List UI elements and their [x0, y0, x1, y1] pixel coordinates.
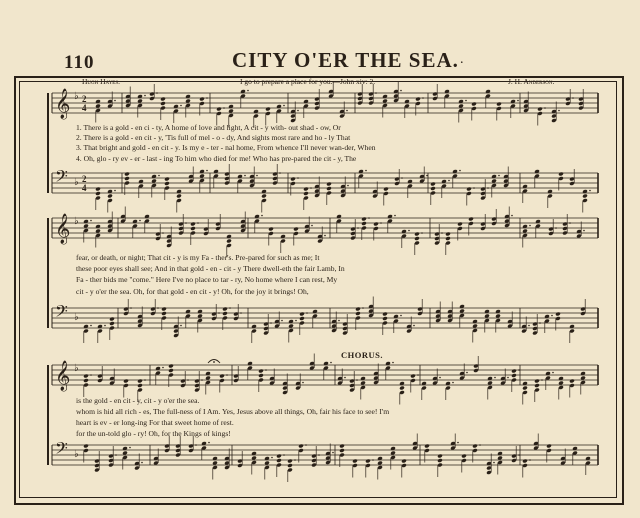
note-dot	[400, 315, 402, 317]
note-head	[582, 194, 588, 199]
note-dot	[479, 444, 481, 446]
note-head	[352, 459, 358, 464]
note-head	[461, 454, 467, 459]
note-head	[303, 187, 309, 192]
note-head	[445, 236, 451, 241]
note-dot	[589, 190, 591, 192]
note-head	[361, 217, 367, 222]
note-dot	[129, 447, 131, 449]
note-head	[226, 239, 232, 244]
system2-verse3: Fa - ther bids me "come." Here I've no place to tar - ry, No home where I can rest, My	[76, 275, 338, 284]
note-head	[382, 316, 388, 321]
note-head	[437, 454, 443, 459]
note-head	[546, 444, 552, 449]
note-dot	[104, 325, 106, 327]
note-dot	[114, 100, 116, 102]
flat-sign-icon: ♭	[74, 312, 79, 323]
note-head	[276, 458, 282, 463]
note-dot	[558, 110, 560, 112]
note-dot	[394, 215, 396, 217]
note-head	[373, 222, 379, 227]
note-head	[109, 317, 115, 322]
note-head	[168, 368, 174, 373]
note-head	[268, 227, 274, 232]
note-dot	[400, 90, 402, 92]
note-dot	[144, 379, 146, 381]
note-head	[258, 373, 264, 378]
note-dot	[552, 372, 554, 374]
note-dot	[279, 172, 281, 174]
note-dot	[271, 457, 273, 459]
note-dot	[539, 322, 541, 324]
note-dot	[158, 175, 160, 177]
note-head	[355, 311, 361, 316]
note-head	[216, 107, 222, 112]
note-head	[401, 459, 407, 464]
note-dot	[115, 454, 117, 456]
note-head	[466, 187, 472, 192]
note-dot	[544, 107, 546, 109]
note-head	[160, 97, 166, 102]
note-dot	[465, 100, 467, 102]
title-ornament: .	[460, 52, 464, 67]
note-head	[258, 369, 264, 374]
system1-verse3: 3. That bright and gold - en cit - y. Is my e - ter - nal home, From whence I'll never wan-der, When	[76, 143, 376, 152]
note-head	[414, 236, 420, 241]
note-dot	[551, 315, 553, 317]
note-dot	[441, 232, 443, 234]
note-dot	[332, 452, 334, 454]
note-dot	[206, 97, 208, 99]
note-dot	[498, 175, 500, 177]
note-dot	[310, 187, 312, 189]
note-head	[555, 312, 561, 317]
note-dot	[201, 379, 203, 381]
flat-sign-icon: ♭	[74, 91, 79, 102]
note-head	[472, 444, 478, 449]
note-dot	[302, 382, 304, 384]
note-head	[95, 187, 101, 192]
note-dot	[270, 322, 272, 324]
note-head	[430, 186, 436, 191]
note-head	[355, 307, 361, 312]
bass-clef-icon: 𝄢	[55, 301, 68, 325]
note-dot	[459, 170, 461, 172]
note-dot	[356, 379, 358, 381]
note-head	[164, 181, 170, 186]
note-head	[290, 177, 296, 182]
note-head	[522, 459, 528, 464]
note-head	[511, 373, 517, 378]
note-head	[293, 227, 299, 232]
treble-clef-icon: 𝄞	[55, 89, 71, 119]
note-dot	[528, 325, 530, 327]
note-head	[161, 311, 167, 316]
note-dot	[229, 307, 231, 309]
scripture-reference: I go to prepare a place for you.—John xiv: 2.	[240, 77, 376, 86]
note-head	[299, 316, 305, 321]
note-dot	[357, 227, 359, 229]
note-dot	[347, 185, 349, 187]
note-dot	[156, 92, 158, 94]
note-dot	[247, 90, 249, 92]
note-head	[437, 458, 443, 463]
time-signature: 4	[82, 183, 87, 193]
note-head	[471, 102, 477, 107]
note-head	[190, 222, 196, 227]
system1-verse4: 4. Oh, glo - ry ev - er - last - ing To him who died for me! Who has pre-pared the cit - y, The	[76, 154, 357, 163]
note-dot	[206, 170, 208, 172]
system3-verse3: heart is ev - er long-ing For that sweet home of rest.	[76, 418, 234, 427]
system2-verse4: cit - y o'er the sea. Oh, for that gold - en cit - y! Oh, for the joy it brings! Oh,	[76, 287, 309, 296]
note-head	[424, 444, 430, 449]
note-dot	[346, 110, 348, 112]
note-dot	[297, 110, 299, 112]
note-head	[265, 107, 271, 112]
note-head	[124, 176, 130, 181]
note-head	[496, 102, 502, 107]
note-dot	[330, 362, 332, 364]
note-dot	[141, 462, 143, 464]
note-head	[558, 172, 564, 177]
note-dot	[417, 374, 419, 376]
note-dot	[541, 379, 543, 381]
note-dot	[162, 367, 164, 369]
note-dot	[281, 320, 283, 322]
note-head	[287, 463, 293, 468]
note-dot	[208, 442, 210, 444]
note-dot	[283, 454, 285, 456]
note-dot	[473, 187, 475, 189]
note-dot	[157, 307, 159, 309]
note-head	[468, 217, 474, 222]
flat-sign-icon: ♭	[74, 177, 79, 188]
note-dot	[511, 215, 513, 217]
note-dot	[466, 372, 468, 374]
note-head	[399, 386, 405, 391]
note-dot	[144, 95, 146, 97]
note-dot	[529, 459, 531, 461]
note-dot	[375, 92, 377, 94]
system1-verse2: 2. There is a gold - en cit - y, 'Tis full of mel - o - dy, And sights most rare and ho - ly That	[76, 133, 351, 142]
note-dot	[180, 325, 182, 327]
note-dot	[187, 379, 189, 381]
note-head	[222, 311, 228, 316]
note-dot	[572, 97, 574, 99]
note-dot	[306, 312, 308, 314]
note-dot	[244, 175, 246, 177]
note-head	[339, 448, 345, 453]
note-head	[410, 374, 416, 379]
note-dot	[408, 230, 410, 232]
note-head	[414, 232, 420, 237]
hymn-title: CITY O'ER THE SEA.	[232, 48, 459, 72]
note-head	[298, 444, 304, 449]
note-dot	[392, 362, 394, 364]
note-dot	[256, 175, 258, 177]
note-dot	[318, 454, 320, 456]
note-dot	[448, 180, 450, 182]
note-head	[276, 454, 282, 459]
time-signature: 4	[82, 103, 87, 113]
note-head	[511, 369, 517, 374]
fermata-dot	[213, 361, 215, 363]
note-dot	[413, 325, 415, 327]
note-head	[164, 177, 170, 182]
note-dot	[265, 369, 267, 371]
note-head	[569, 379, 575, 384]
page-number: 110	[64, 52, 95, 73]
note-dot	[90, 374, 92, 376]
note-dot	[90, 220, 92, 222]
note-dot	[240, 312, 242, 314]
note-head	[160, 101, 166, 106]
note-head	[457, 222, 463, 227]
note-head	[168, 364, 174, 369]
note-head	[222, 307, 228, 312]
note-dot	[139, 220, 141, 222]
flat-sign-icon: ♭	[74, 363, 79, 374]
note-dot	[421, 232, 423, 234]
note-dot	[368, 217, 370, 219]
note-dot	[185, 222, 187, 224]
note-dot	[294, 459, 296, 461]
note-head	[137, 379, 143, 384]
note-head	[83, 444, 89, 449]
note-dot	[569, 222, 571, 224]
note-dot	[223, 107, 225, 109]
note-dot	[457, 442, 459, 444]
note-dot	[162, 232, 164, 234]
note-dot	[518, 454, 520, 456]
note-head	[522, 386, 528, 391]
system3-verse2: whom is hid all rich - es, The full-ness of I Am. Yes, Jesus above all things, Oh, fair his face to see! I'm	[76, 407, 390, 416]
treble-clef-icon: 𝄞	[55, 361, 71, 391]
note-head	[326, 186, 332, 191]
note-dot	[422, 97, 424, 99]
note-dot	[324, 235, 326, 237]
note-dot	[218, 312, 220, 314]
note-dot	[426, 175, 428, 177]
note-dot	[518, 369, 520, 371]
time-signature: 2	[82, 174, 87, 184]
note-head	[445, 232, 451, 237]
note-head	[415, 97, 421, 102]
bass-clef-icon: 𝄢	[55, 438, 68, 462]
note-head	[190, 226, 196, 231]
system2-verse1: fear, or death, or night; That cit - y is my Fa - ther's. Pre-pared for such as me; It	[76, 253, 320, 262]
note-dot	[401, 177, 403, 179]
note-dot	[583, 230, 585, 232]
note-dot	[507, 377, 509, 379]
flat-sign-icon: ♭	[74, 449, 79, 460]
note-dot	[130, 307, 132, 309]
note-head	[199, 97, 205, 102]
note-head	[161, 307, 167, 312]
system3-verse4: for the un-told glo - ry! Oh, for the Kings of kings!	[76, 429, 231, 438]
system2-verse2: these poor eyes shall see; And in that gold - en - cit - y There dwell-eth the fair Lamb, In	[76, 264, 345, 273]
treble-clef-icon: 𝄞	[55, 214, 71, 244]
note-dot	[90, 325, 92, 327]
note-dot	[365, 170, 367, 172]
note-dot	[261, 215, 263, 217]
note-dot	[226, 374, 228, 376]
note-dot	[380, 222, 382, 224]
note-head	[534, 383, 540, 388]
note-head	[219, 374, 225, 379]
note-head	[261, 194, 267, 199]
note-head	[176, 194, 182, 199]
note-dot	[493, 462, 495, 464]
note-dot	[372, 459, 374, 461]
note-dot	[338, 320, 340, 322]
note-head	[124, 172, 130, 177]
chorus-label: CHORUS.	[341, 350, 383, 360]
note-head	[83, 374, 89, 379]
composer-credit: J. H. Anderson.	[508, 77, 555, 86]
lyricist-credit: Hugh Hayes.	[82, 77, 121, 86]
note-dot	[494, 377, 496, 379]
system3-verse1: is the gold - en cit - y, cit - y o'er the sea.	[76, 396, 200, 405]
note-dot	[452, 382, 454, 384]
note-head	[303, 191, 309, 196]
note-dot	[295, 320, 297, 322]
note-head	[365, 459, 371, 464]
note-head	[137, 383, 143, 388]
note-dot	[297, 177, 299, 179]
note-dot	[439, 377, 441, 379]
time-signature: 2	[82, 94, 87, 104]
note-dot	[114, 190, 116, 192]
note-dot	[305, 444, 307, 446]
note-head	[109, 321, 115, 326]
note-dot	[197, 222, 199, 224]
bass-clef-icon: 𝄢	[55, 166, 68, 190]
note-dot	[362, 307, 364, 309]
note-dot	[344, 377, 346, 379]
note-head	[83, 378, 89, 383]
note-dot	[283, 105, 285, 107]
note-head	[537, 107, 543, 112]
note-head	[299, 312, 305, 317]
note-dot	[529, 225, 531, 227]
note-dot	[195, 444, 197, 446]
note-dot	[555, 227, 557, 229]
note-head	[361, 221, 367, 226]
note-head	[123, 379, 129, 384]
system1-verse1: 1. There is a gold - en ci - ty, A home of love and light, A cit - y with- out shad - ow, Or	[76, 123, 341, 132]
note-head	[534, 379, 540, 384]
note-dot	[311, 225, 313, 227]
flat-sign-icon: ♭	[74, 216, 79, 227]
note-dot	[180, 105, 182, 107]
note-head	[95, 191, 101, 196]
note-dot	[517, 100, 519, 102]
note-head	[383, 187, 389, 192]
note-head	[339, 444, 345, 449]
note-head	[287, 459, 293, 464]
note-dot	[487, 187, 489, 189]
note-head	[430, 182, 436, 187]
note-head	[107, 194, 113, 199]
note-head	[326, 182, 332, 187]
note-head	[382, 312, 388, 317]
